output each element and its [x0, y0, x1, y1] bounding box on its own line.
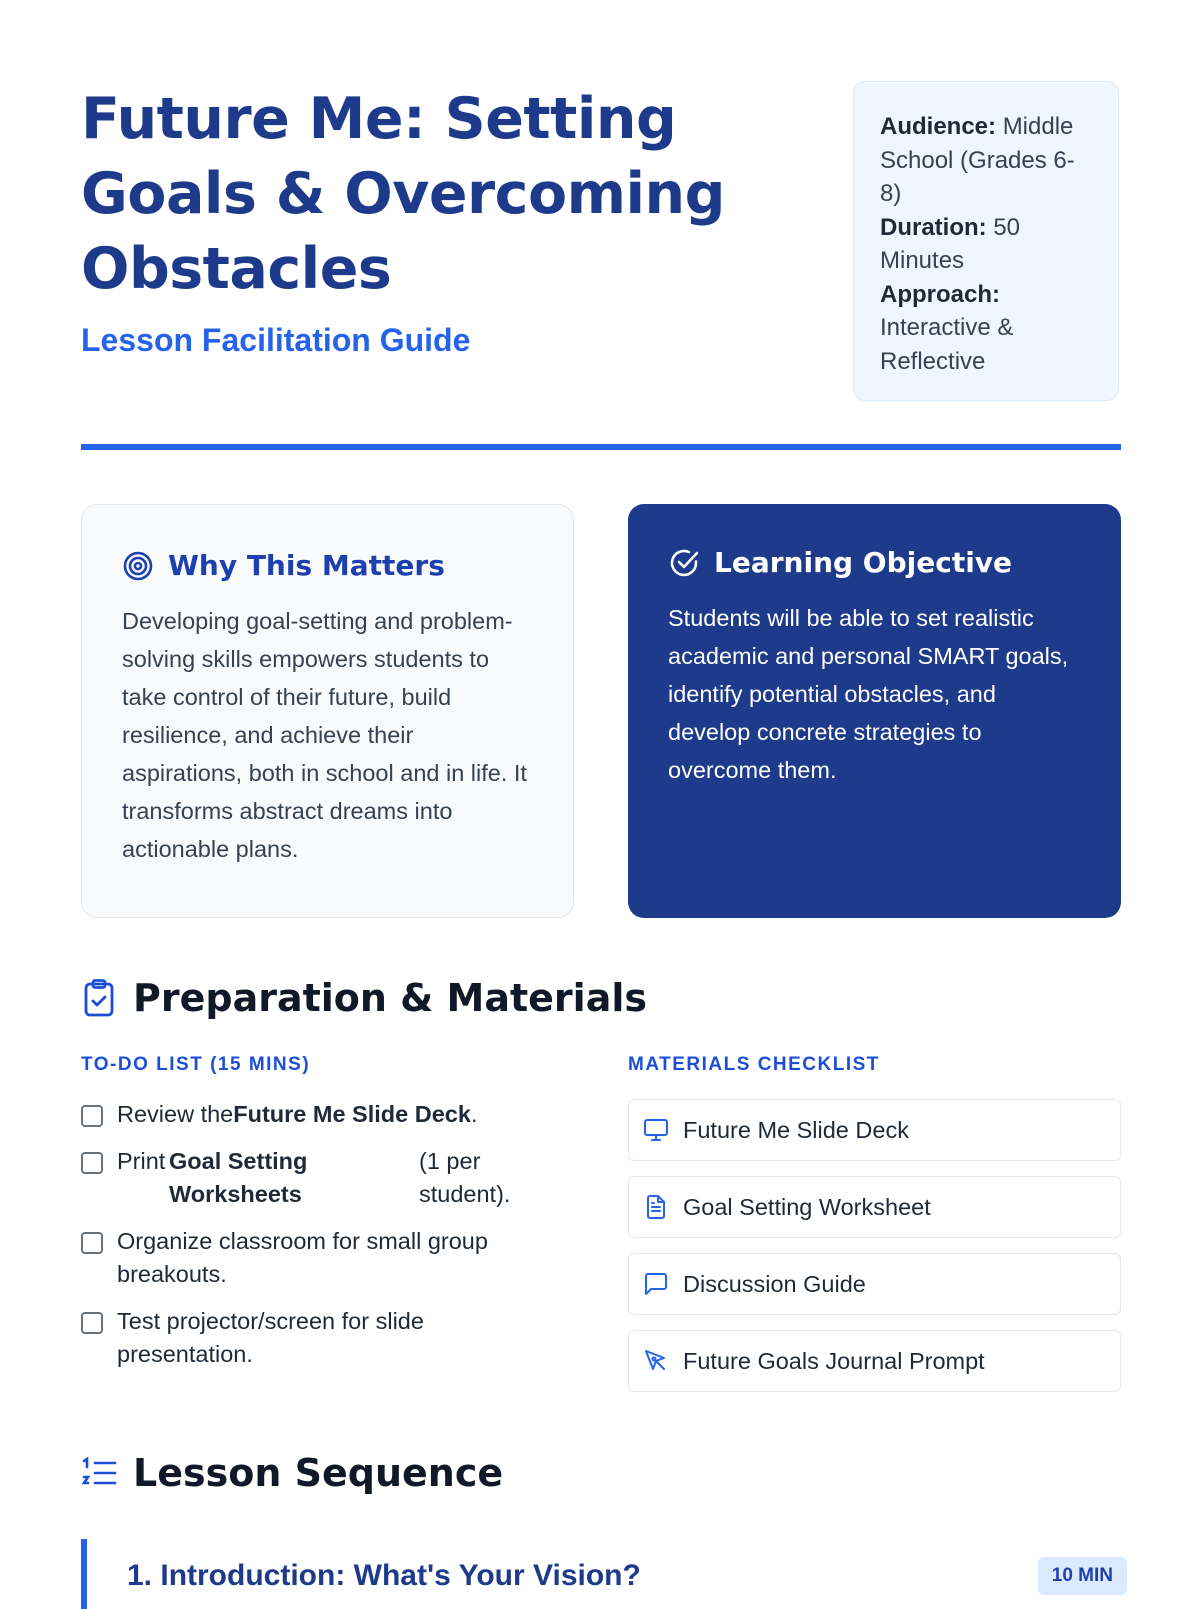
header-divider: [81, 444, 1121, 450]
why-body: Developing goal-setting and problem-solving skills empowers students to take control of their future, build resilience, and achieve their aspirations, both in school and in life. It transforms abstract dreams into actionable plans.: [122, 608, 527, 862]
material-item[interactable]: [628, 1330, 1121, 1392]
todo-list-label: TO-DO LIST (15 MINS): [81, 1054, 311, 1075]
duration-badge: 10 MIN: [1038, 1557, 1127, 1595]
learning-objective-card: [628, 504, 1121, 918]
meta-approach-value: Interactive & Reflective: [880, 314, 1014, 375]
meta-duration-label: Duration:: [880, 213, 987, 241]
todo-list: [81, 1098, 551, 1385]
meta-duration: [880, 211, 1092, 278]
lesson-step[interactable]: [81, 1539, 1127, 1609]
objective-heading: Learning Objective: [714, 546, 1013, 579]
lesson-step-title: 1. Introduction: What's Your Vision?: [127, 1559, 641, 1592]
meta-audience-label: Audience:: [880, 113, 997, 140]
todo-text-part: .: [470, 1101, 478, 1127]
sequence-heading-row: [81, 1451, 503, 1495]
todo-item: [81, 1098, 551, 1132]
meta-approach: [880, 278, 1092, 379]
todo-text-part: Review the: [117, 1101, 234, 1127]
why-this-matters-card: [81, 504, 574, 918]
meta-audience: [880, 110, 1092, 211]
why-heading: Why This Matters: [168, 549, 445, 582]
objective-body: Students will be able to set realistic academic and personal SMART goals, identify potential obstacles, and develop concrete strategies to overcome them.: [668, 605, 1069, 783]
todo-text-part: Print: [117, 1147, 166, 1174]
meta-audience-value: Middle School (Grades 6-8): [880, 113, 1075, 207]
todo-item-text: [117, 1098, 477, 1132]
todo-item-text: [117, 1145, 519, 1212]
todo-item: [81, 1305, 551, 1372]
materials-checklist-label: MATERIALS CHECKLIST: [628, 1054, 880, 1075]
material-item[interactable]: [628, 1099, 1121, 1161]
lesson-meta-box: [853, 81, 1119, 401]
pen-nib-icon: [643, 1348, 669, 1374]
meta-approach-label: Approach:: [880, 280, 1000, 308]
material-label: Future Goals Journal Prompt: [683, 1347, 985, 1374]
page-title: Future Me: Setting Goals & Overcoming Obstacles: [81, 86, 725, 302]
page-subtitle: Lesson Facilitation Guide: [81, 322, 471, 358]
material-item[interactable]: [628, 1253, 1121, 1315]
check-circle-icon: [668, 547, 700, 579]
todo-item-text: Organize classroom for small group breakouts.: [117, 1227, 488, 1287]
todo-item: [81, 1145, 551, 1212]
material-label: Discussion Guide: [683, 1270, 866, 1297]
material-label: Goal Setting Worksheet: [683, 1193, 931, 1220]
todo-text-bold: Goal Setting Worksheets: [169, 1147, 308, 1207]
todo-checkbox[interactable]: [81, 1105, 103, 1127]
sequence-heading: Lesson Sequence: [133, 1451, 504, 1495]
material-label: Future Me Slide Deck: [683, 1116, 909, 1143]
todo-item-text: Test projector/screen for slide presentation.: [117, 1307, 424, 1367]
chat-bubble-icon: [643, 1271, 669, 1297]
todo-checkbox[interactable]: [81, 1152, 103, 1174]
target-icon: [122, 550, 154, 582]
todo-checkbox[interactable]: [81, 1312, 103, 1334]
meta-duration-value: 50 Minutes: [880, 213, 1021, 274]
todo-checkbox[interactable]: [81, 1232, 103, 1254]
numbered-list-icon: [81, 1457, 117, 1489]
clipboard-check-icon: [81, 978, 117, 1018]
materials-list: [628, 1099, 1121, 1407]
document-icon: [643, 1194, 669, 1220]
todo-text-bold: Future Me Slide Deck: [233, 1101, 471, 1127]
todo-item: [81, 1225, 551, 1292]
preparation-heading: Preparation & Materials: [133, 976, 647, 1020]
material-item[interactable]: [628, 1176, 1121, 1238]
preparation-heading-row: [81, 976, 647, 1020]
monitor-icon: [643, 1117, 669, 1143]
todo-text-part: (1 per student).: [419, 1147, 511, 1207]
